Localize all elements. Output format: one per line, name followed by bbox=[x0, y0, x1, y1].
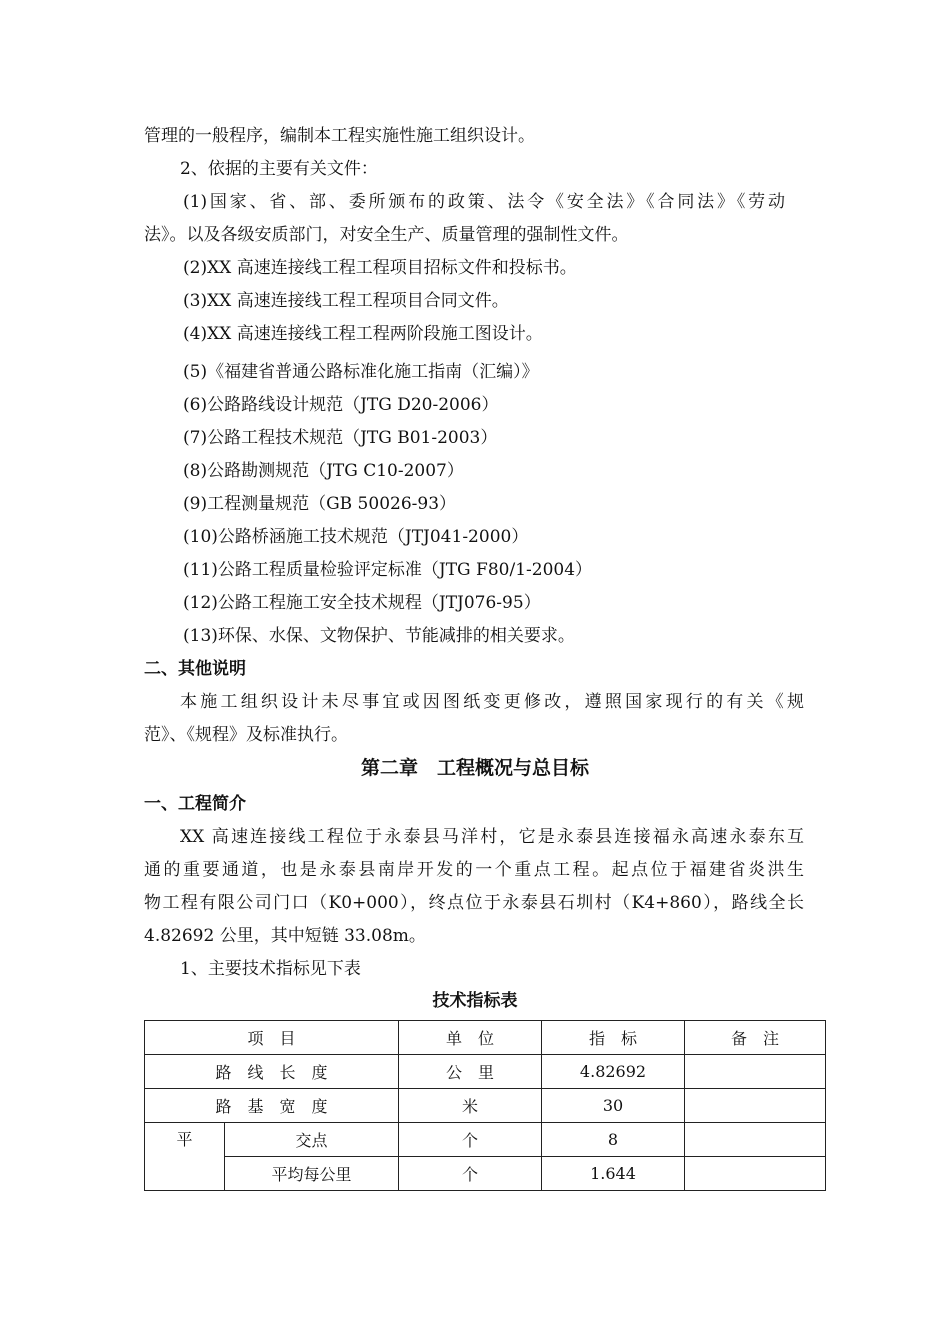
table-cell bbox=[685, 1055, 826, 1089]
paragraph-line: 1、主要技术指标见下表 bbox=[180, 959, 361, 979]
list-item: (4)XX 高速连接线工程工程两阶段施工图设计。 bbox=[183, 324, 543, 344]
table-title: 技术指标表 bbox=[432, 991, 518, 1011]
section-heading: 一、工程简介 bbox=[144, 794, 246, 814]
table-cell: 1.644 bbox=[542, 1157, 685, 1191]
header-cell: 单 位 bbox=[399, 1021, 542, 1055]
table-cell: 4.82692 bbox=[542, 1055, 685, 1089]
list-item: (6)公路路线设计规范（JTG D20-2006） bbox=[183, 395, 499, 415]
header-cell: 备 注 bbox=[685, 1021, 826, 1055]
table-cell: 路 线 长 度 bbox=[145, 1055, 399, 1089]
table-row bbox=[145, 1055, 826, 1089]
list-item: (11)公路工程质量检验评定标准（JTG F80/1-2004） bbox=[183, 560, 593, 580]
list-item: (7)公路工程技术规范（JTG B01-2003） bbox=[183, 428, 498, 448]
section-heading: 二、其他说明 bbox=[144, 659, 246, 679]
paragraph-line: 4.82692 公里，其中短链 33.08m。 bbox=[144, 926, 426, 946]
table-cell: 交点 bbox=[225, 1123, 399, 1157]
paragraph-line: 物工程有限公司门口（K0+000），终点位于永泰县石圳村（K4+860），路线全长 bbox=[144, 893, 804, 913]
table-header-row bbox=[145, 1021, 826, 1055]
table-row bbox=[145, 1089, 826, 1123]
table-cell: 8 bbox=[542, 1123, 685, 1157]
paragraph-line: 2、依据的主要有关文件： bbox=[180, 159, 378, 179]
table-cell: 个 bbox=[399, 1157, 542, 1191]
chapter-title: 第二章 工程概况与总目标 bbox=[360, 757, 589, 779]
list-item: (9)工程测量规范（GB 50026-93） bbox=[183, 494, 457, 514]
list-item: (10)公路桥涵施工技术规范（JTJ041-2000） bbox=[183, 527, 529, 547]
table-row bbox=[145, 1157, 826, 1191]
list-item: (2)XX 高速连接线工程工程项目招标文件和投标书。 bbox=[183, 258, 577, 278]
table-cell: 公 里 bbox=[399, 1055, 542, 1089]
header-cell: 指 标 bbox=[542, 1021, 685, 1055]
list-item: (3)XX 高速连接线工程工程项目合同文件。 bbox=[183, 291, 509, 311]
table-row bbox=[145, 1123, 826, 1157]
table-cell bbox=[685, 1123, 826, 1157]
list-item: (8)公路勘测规范（JTG C10-2007） bbox=[183, 461, 464, 481]
tech-index-table bbox=[144, 1020, 826, 1191]
table-cell: 平均每公里 bbox=[225, 1157, 399, 1191]
paragraph-line: 管理的一般程序，编制本工程实施性施工组织设计。 bbox=[144, 126, 535, 146]
paragraph-line: 法》。以及各级安质部门，对安全生产、质量管理的强制性文件。 bbox=[144, 225, 629, 245]
list-item: (13)环保、水保、文物保护、节能减排的相关要求。 bbox=[183, 626, 575, 646]
paragraph-line: 范》、《规程》及标准执行。 bbox=[144, 725, 348, 745]
group-cell: 平 bbox=[145, 1123, 225, 1191]
table-cell: 路 基 宽 度 bbox=[145, 1089, 399, 1123]
table-cell: 30 bbox=[542, 1089, 685, 1123]
header-cell: 项 目 bbox=[145, 1021, 399, 1055]
list-item: (5)《福建省普通公路标准化施工指南（汇编）》 bbox=[183, 362, 539, 382]
list-item: (12)公路工程施工安全技术规程（JTJ076-95） bbox=[183, 593, 541, 613]
table-cell: 米 bbox=[399, 1089, 542, 1123]
paragraph-line: 通的重要通道，也是永泰县南岸开发的一个重点工程。起点位于福建省炎洪生 bbox=[144, 860, 804, 880]
paragraph-line: XX 高速连接线工程位于永泰县马洋村，它是永泰县连接福永高速永泰东互 bbox=[180, 827, 804, 847]
paragraph-line: 本施工组织设计未尽事宜或因图纸变更修改，遵照国家现行的有关《规 bbox=[180, 692, 804, 712]
paragraph-line: (1)国家、省、部、委所颁布的政策、法令《安全法》《合同法》《劳动 bbox=[183, 192, 785, 212]
table-cell bbox=[685, 1157, 826, 1191]
table-cell bbox=[685, 1089, 826, 1123]
table-cell: 个 bbox=[399, 1123, 542, 1157]
